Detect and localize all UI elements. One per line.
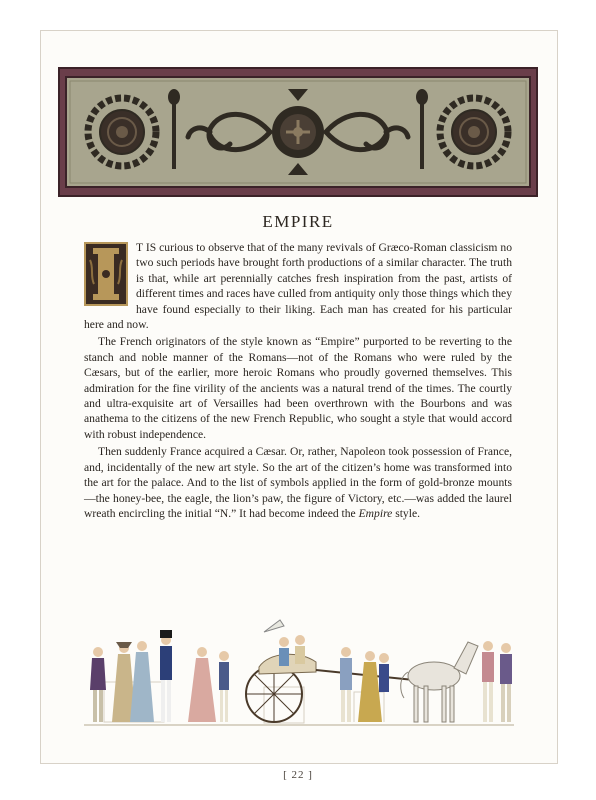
ornamental-initial-icon <box>84 240 132 308</box>
paragraph-1: T IS curious to observe that of the many revivals of Græco-Roman classicism no two such periods have brought forth productions of a similar character. The truth is that, while art perennially catches fresh inspiration from the past, artists of different times and races have culled from antiquity only those things which they have found especially to their liking. Each man has created for his particular here and now. <box>84 241 512 332</box>
paragraph-3-italic: Empire <box>358 506 393 520</box>
page-number: [ 22 ] <box>283 769 313 781</box>
paragraph-3 <box>84 444 512 521</box>
paragraph-2: The French originators of the style known as “Empire” purported to be reverting to the stanch and noble manner of the Romans—not of the Romans who were ruled by the Cæsars, but of the earlier, more heroic Romans who proudly governed themselves. This admiration for the fine virility of the ancients was a natural trend of the times. The courtly and ultra-exquisite art of Versailles had been overthrown with the Bourbons and was anathema to the citizens of the new French Republic, who sought a style that would accord with robust independence. <box>84 335 512 441</box>
body-text <box>84 240 512 523</box>
paragraph-3-end: style. <box>392 506 420 520</box>
procession-illustration-icon <box>84 612 514 730</box>
laurel-wreath-frieze-icon <box>60 69 536 195</box>
decorative-banner <box>58 67 538 197</box>
paragraph-3-text: Then suddenly France acquired a Cæsar. Or, rather, Napoleon took possession of France, and, incidentally of the new art style. So the art of the citizen’s home was transformed into the art for the palace. And to the list of symbols applied in the form of gold-bronze mounts—the honey-bee, the eagle, the lion’s paw, the figure of Victory, etc.—was added the laurel wreath encircling the initial “N.” It had become indeed the <box>84 445 512 520</box>
page-heading: EMPIRE <box>262 212 334 231</box>
